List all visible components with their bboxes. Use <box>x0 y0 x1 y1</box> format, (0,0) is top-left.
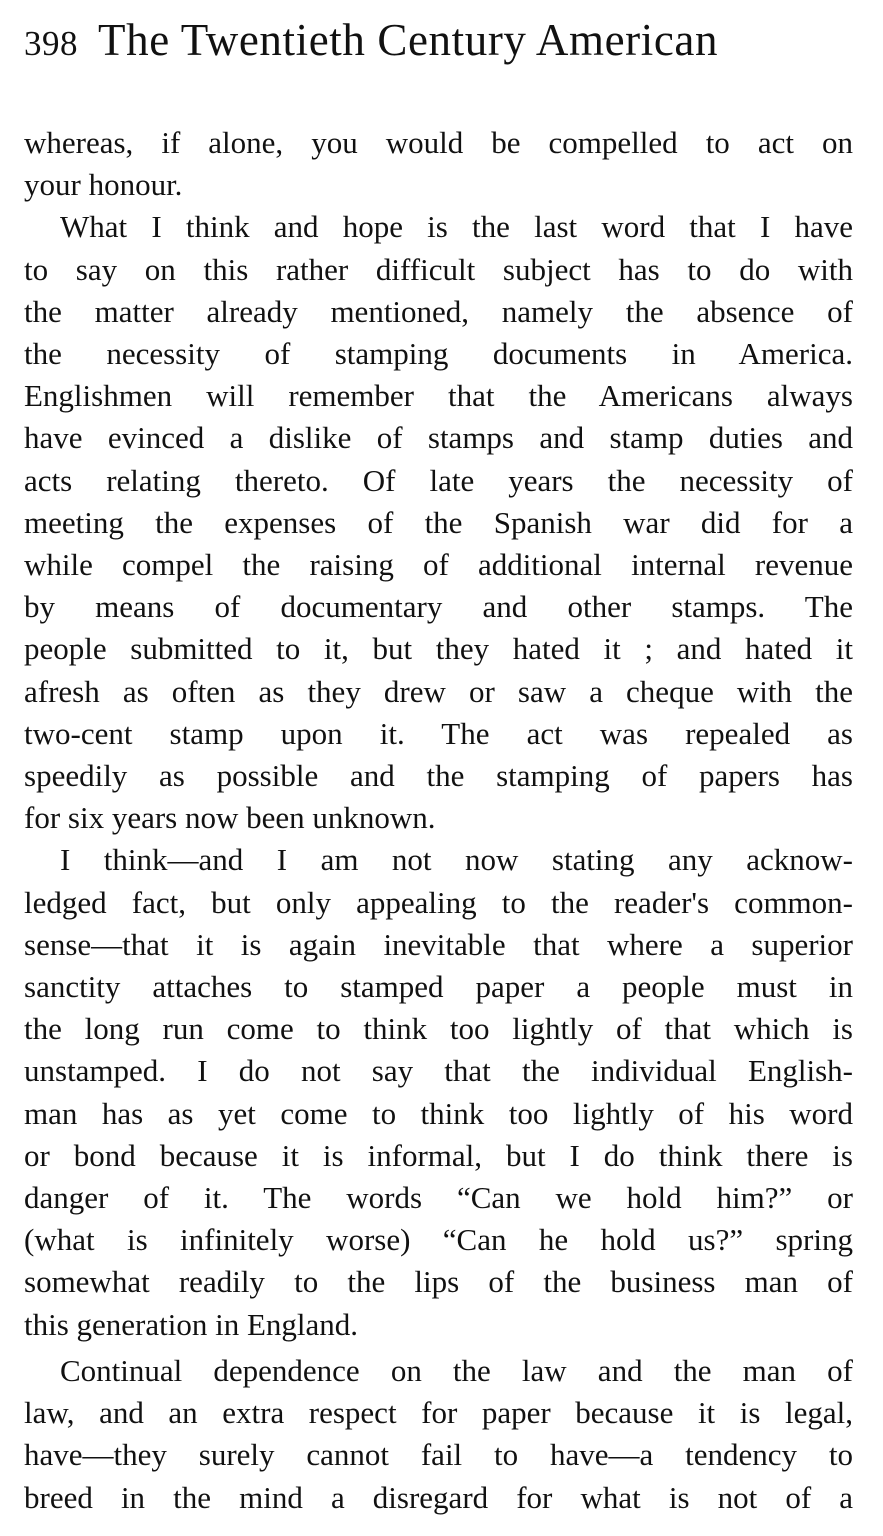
text-line: your honour. <box>24 167 183 203</box>
text-line: two-cent stamp upon it. The act was repealed as <box>24 715 853 751</box>
text-line: man has as yet come to think too lightly of his word <box>24 1095 853 1131</box>
text-line: to say on this rather difficult subject has to do with <box>24 251 853 287</box>
text-line: sanctity attaches to stamped paper a people must in <box>24 969 853 1005</box>
text-line: law, and an extra respect for paper because it is legal, <box>24 1395 853 1431</box>
book-page <box>24 14 853 1519</box>
text-line: Continual dependence on the law and the man of <box>60 1352 853 1388</box>
text-line: have—they surely cannot fail to have—a tendency to <box>24 1437 853 1473</box>
text-line: whereas, if alone, you would be compelled to act on <box>24 125 853 160</box>
page-number: 398 <box>24 24 78 63</box>
text-line: the long run come to think too lightly of that which is <box>24 1011 853 1047</box>
text-line: acts relating thereto. Of late years the necessity of <box>24 462 853 498</box>
text-line: have evinced a dislike of stamps and stamp duties and <box>24 420 853 456</box>
text-line: for six years now been unknown. <box>24 800 436 836</box>
text-line: the necessity of stamping documents in America. <box>24 336 853 372</box>
text-line: or bond because it is informal, but I do think there is <box>24 1137 853 1173</box>
text-line: meeting the expenses of the Spanish war did for a <box>24 504 853 540</box>
text-line: What I think and hope is the last word that I have <box>60 209 853 245</box>
text-line: people submitted to it, but they hated it ; and hated it <box>24 631 853 667</box>
text-line: ledged fact, but only appealing to the reader's common- <box>24 884 853 920</box>
text-line: (what is infinitely worse) “Can he hold us?” spring <box>24 1222 853 1258</box>
text-line: while compel the raising of additional internal revenue <box>24 547 853 583</box>
text-line: unstamped. I do not say that the individual English- <box>24 1053 853 1089</box>
text-line: this generation in England. <box>24 1306 359 1342</box>
text-line: Englishmen will remember that the Americans always <box>24 378 853 414</box>
text-line: somewhat readily to the lips of the business man of <box>24 1264 853 1300</box>
text-line: by means of documentary and other stamps. The <box>24 589 853 625</box>
text-line: afresh as often as they drew or saw a cheque with the <box>24 673 853 709</box>
running-title: The Twentieth Century American <box>98 15 719 65</box>
text-line: sense—that it is again inevitable that where a superior <box>24 926 853 962</box>
text-line: speedily as possible and the stamping of papers has <box>24 758 853 794</box>
text-line: danger of it. The words “Can we hold him?” or <box>24 1180 853 1216</box>
text-line: the matter already mentioned, namely the absence of <box>24 293 853 329</box>
text-line: breed in the mind a disregard for what is not of a <box>24 1479 853 1515</box>
page-header <box>24 14 853 78</box>
body-text <box>24 122 853 1519</box>
text-line: I think—and I am not now stating any acknow- <box>60 842 853 878</box>
